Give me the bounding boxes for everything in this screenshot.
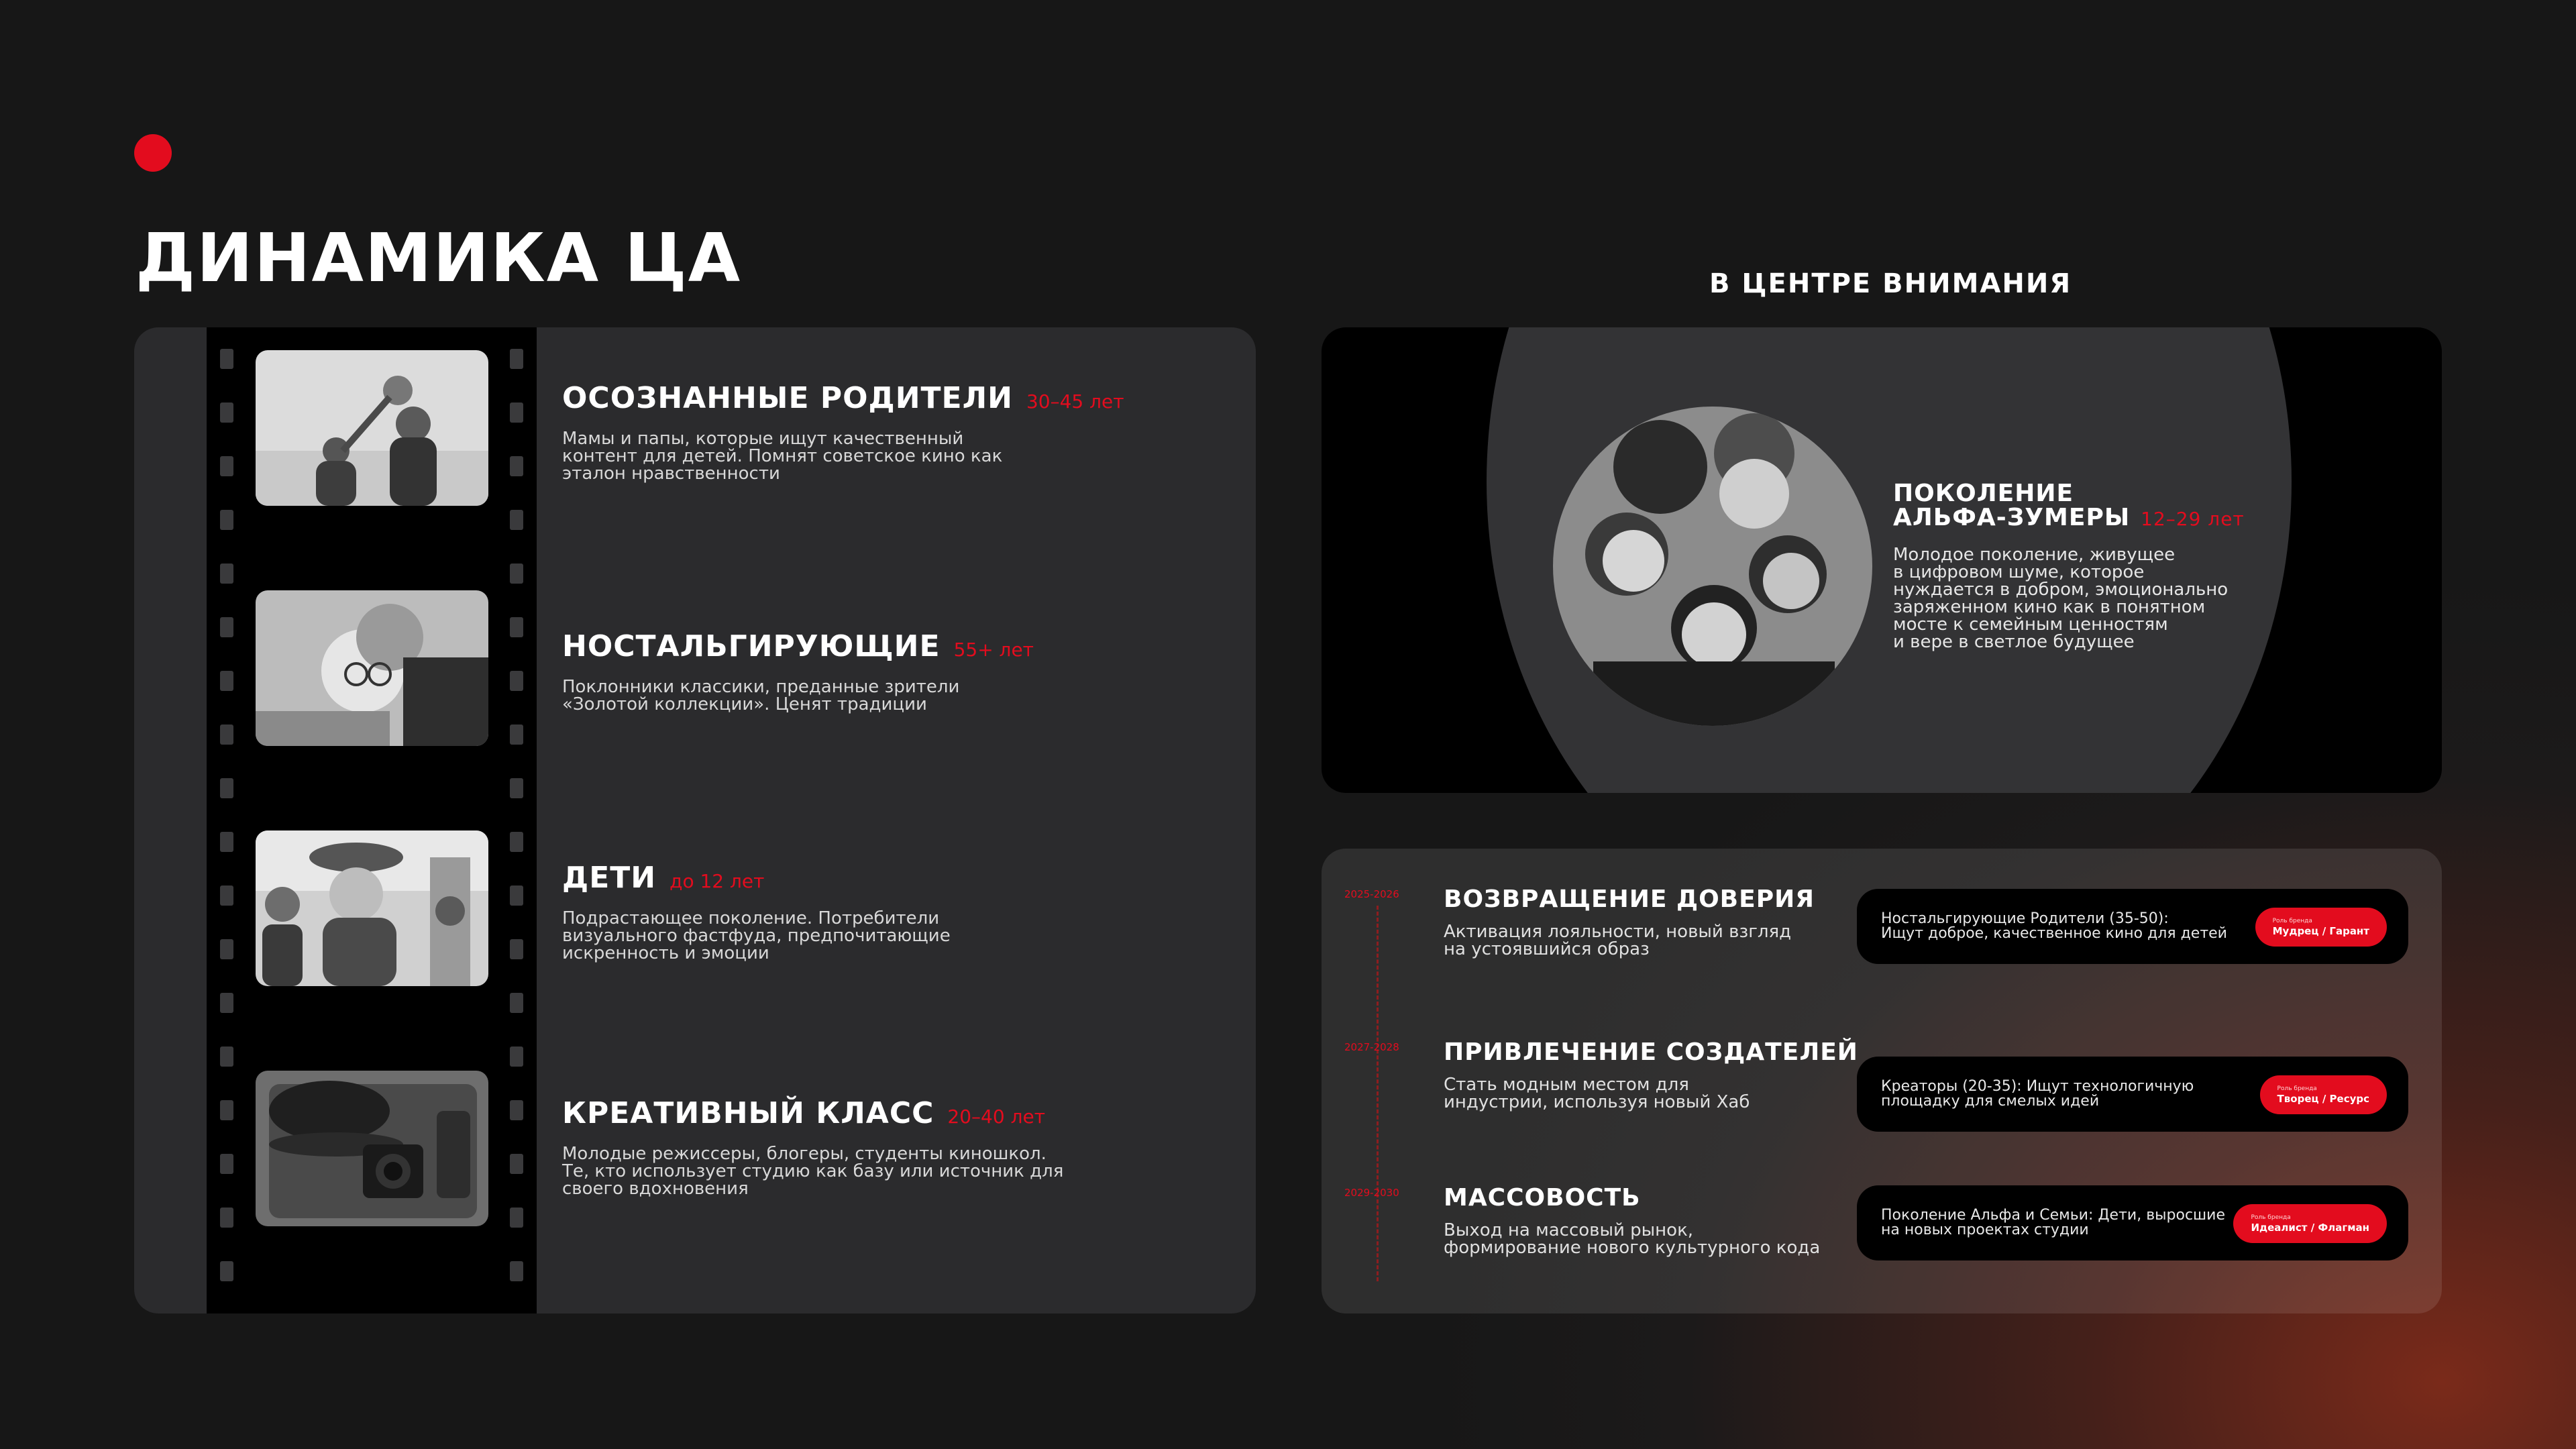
film-sprocket-hole [510,993,523,1013]
phase-description: Выход на массовый рынок, формирование нового культурного кода [1444,1220,1821,1258]
film-sprocket-hole [220,671,233,691]
segment-nostalgic [562,629,1034,713]
segment-name: ОСОЗНАННЫЕ РОДИТЕЛИ [562,381,1013,415]
timeline-line [1377,906,1379,1281]
segment-creative-class [562,1096,1063,1197]
phase-audience-card [1857,1185,2408,1260]
phase-audience: Ностальгирующие Родители (35-50): Ищут доброе, качественное кино для детей [1881,910,2227,942]
film-sprocket-hole [510,349,523,369]
film-sprocket-hole [510,617,523,637]
brand-role-badge [2255,908,2387,947]
film-sprocket-hole [220,510,233,530]
elderly-couple-photo [256,590,488,746]
segment-age: до 12 лет [669,870,765,892]
film-sprocket-hole [510,885,523,906]
film-sprocket-hole [220,1046,233,1067]
phase-audience-card [1857,1057,2408,1132]
film-sprocket-hole [220,778,233,798]
film-sprocket-hole [220,724,233,745]
phase-description: Активация лояльности, новый взгляд на устоявшийся образ [1444,922,1792,959]
film-sprocket-hole [510,510,523,530]
segment-age: 20–40 лет [947,1106,1045,1128]
film-sprocket-hole [510,564,523,584]
film-sprocket-hole [510,402,523,423]
film-sprocket-hole [220,1261,233,1281]
focus-section-title: В ЦЕНТРЕ ВНИМАНИЯ [1709,268,2072,299]
focus-panel [1322,327,2442,793]
film-sprocket-hole [510,1208,523,1228]
focus-name-line1: ПОКОЛЕНИЕ [1893,480,2074,507]
segment-name: КРЕАТИВНЫЙ КЛАСС [562,1096,934,1130]
audience-segments-panel [134,327,1256,1313]
film-sprocket-hole [220,1154,233,1174]
family-photo [256,350,488,506]
accent-dot [134,134,172,172]
phase-period: 2025-2026 [1344,888,1399,900]
film-sprocket-hole [510,1100,523,1120]
phase-title: МАССОВОСТЬ [1444,1184,1641,1212]
film-sprocket-hole [510,1046,523,1067]
film-sprocket-hole [220,617,233,637]
segment-description: Молодые режиссеры, блогеры, студенты киношкол. Те, кто использует студию как базу или источник для своего вдохновения [562,1144,1064,1199]
brand-role-label: Роль бренда [2251,1214,2291,1221]
brand-role-label: Роль бренда [2272,917,2312,924]
brand-role-label: Роль бренда [2277,1085,2317,1092]
segment-children [562,861,951,962]
youth-group-photo [1553,407,1872,726]
phase-title: ПРИВЛЕЧЕНИЕ СОЗДАТЕЛЕЙ [1444,1038,1858,1066]
phase-title: ВОЗВРАЩЕНИЕ ДОВЕРИЯ [1444,885,1815,913]
segment-description: Поклонники классики, преданные зрители «Золотой коллекции». Ценят традиции [562,677,960,714]
film-sprocket-hole [510,456,523,476]
segment-name: ДЕТИ [562,861,657,895]
film-sprocket-hole [220,885,233,906]
film-sprocket-hole [510,778,523,798]
film-sprocket-hole [510,724,523,745]
film-sprocket-hole [220,564,233,584]
film-sprocket-hole [220,1100,233,1120]
phase-audience-card [1857,889,2408,964]
phase-audience: Поколение Альфа и Семьи: Дети, выросшие на новых проектах студии [1881,1207,2226,1238]
cap-camera-photo [256,1071,488,1226]
page-title: ДИНАМИКА ЦА [136,219,742,297]
roadmap-panel [1322,849,2442,1313]
film-sprocket-hole [220,349,233,369]
phase-audience: Креаторы (20-35): Ищут технологичную площадку для смелых идей [1881,1078,2194,1110]
phase-period: 2027-2028 [1344,1041,1399,1053]
brand-role: Мудрец / Гарант [2272,924,2369,937]
children-photo [256,830,488,986]
focus-text [1893,482,2269,651]
focus-age: 12–29 лет [2141,508,2245,530]
brand-role: Идеалист / Флагман [2251,1221,2369,1234]
segment-conscious-parents [562,381,1124,482]
film-sprocket-hole [510,671,523,691]
film-sprocket-hole [220,456,233,476]
focus-description: Молодое поколение, живущее в цифровом шуме, которое нуждается в добром, эмоционально заряженном кино как в понятном мосте к семейным ценностям и вере в светлое будущее [1893,545,2229,652]
film-sprocket-hole [220,832,233,852]
segment-age: 30–45 лет [1026,390,1124,413]
brand-role-badge [2260,1075,2387,1114]
film-sprocket-hole [220,939,233,959]
focus-audience-name [1893,482,2269,531]
film-sprocket-hole [510,1154,523,1174]
film-sprocket-hole [510,939,523,959]
brand-role: Творец / Ресурс [2277,1092,2369,1105]
phase-period: 2029-2030 [1344,1187,1399,1199]
film-sprocket-hole [510,832,523,852]
segment-name: НОСТАЛЬГИРУЮЩИЕ [562,629,941,663]
segment-description: Подрастающее поколение. Потребители визуального фастфуда, предпочитающие искренность и эмоции [562,908,951,963]
film-strip [207,327,537,1313]
film-sprocket-hole [220,1208,233,1228]
segment-age: 55+ лет [953,639,1034,661]
film-sprocket-hole [220,993,233,1013]
film-sprocket-hole [220,402,233,423]
segment-description: Мамы и папы, которые ищут качественный контент для детей. Помнят советское кино как эталон нравственности [562,429,1003,484]
film-sprocket-hole [510,1261,523,1281]
phase-description: Стать модным местом для индустрии, используя новый Хаб [1444,1075,1750,1112]
brand-role-badge [2233,1204,2387,1243]
focus-name-line2: АЛЬФА-ЗУМЕРЫ [1893,504,2131,531]
